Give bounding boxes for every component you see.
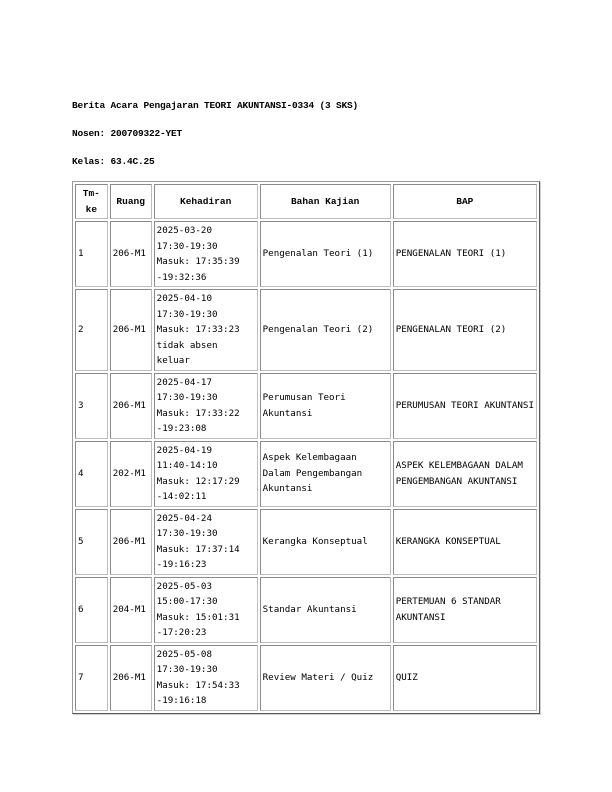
cell-bap: KERANGKA KONSEPTUAL: [393, 509, 537, 575]
cell-kehadiran: [154, 289, 258, 371]
header-ruang: Ruang: [110, 184, 152, 219]
table-row: [75, 509, 537, 575]
cell-kehadiran: [154, 441, 258, 507]
cell-bahan-kajian: Kerangka Konseptual: [260, 509, 391, 575]
cell-bahan-kajian: Standar Akuntansi: [260, 577, 391, 643]
kehadiran-date: 2025-03-20: [156, 225, 212, 236]
header-bap: BAP: [393, 184, 537, 219]
kehadiran-schedule: 17:30-19:30: [156, 392, 218, 403]
kehadiran-schedule: 11:40-14:10: [156, 460, 218, 471]
kehadiran-in: Masuk: 17:37:14: [156, 543, 240, 555]
kehadiran-in: Masuk: 17:33:23: [156, 324, 240, 335]
table-row: [75, 373, 537, 439]
cell-kehadiran: [154, 221, 258, 287]
kehadiran-schedule: 15:00-17:30: [156, 596, 218, 607]
kehadiran-date: 2025-04-17: [156, 376, 212, 388]
header-kehadiran: Kehadiran: [154, 184, 258, 219]
kehadiran-date: 2025-04-19: [156, 444, 212, 456]
document-title: Berita Acara Pengajaran TEORI AKUNTANSI-0334 (3 SKS): [72, 100, 359, 111]
class-code: Kelas: 63.4C.25: [72, 156, 155, 167]
cell-bahan-kajian: Pengenalan Teori (1): [260, 221, 391, 287]
kehadiran-out: -19:16:18: [156, 695, 207, 706]
cell-bap: PERTEMUAN 6 STANDAR AKUNTANSI: [393, 577, 537, 643]
cell-bahan-kajian: Perumusan Teori Akuntansi: [260, 373, 391, 439]
cell-ruang: 202-M1: [110, 441, 152, 507]
cell-tm: 6: [75, 577, 108, 643]
cell-ruang: 206-M1: [110, 221, 152, 287]
cell-bap: ASPEK KELEMBAGAAN DALAM PENGEMBANGAN AKUNTANSI: [393, 441, 537, 507]
cell-ruang: 206-M1: [110, 373, 152, 439]
cell-ruang: 206-M1: [110, 289, 152, 371]
cell-kehadiran: [154, 509, 258, 575]
kehadiran-in: Masuk: 17:54:33: [156, 679, 240, 691]
kehadiran-schedule: 17:30-19:30: [156, 528, 218, 539]
kehadiran-date: 2025-05-08: [156, 648, 212, 660]
cell-kehadiran: [154, 577, 258, 643]
kehadiran-in: Masuk: 15:01:31: [156, 611, 240, 623]
cell-kehadiran: [154, 645, 258, 711]
cell-ruang: 206-M1: [110, 509, 152, 575]
kehadiran-out-2: keluar: [156, 355, 190, 366]
kehadiran-out: tidak absen: [156, 339, 218, 351]
kehadiran-out: -19:32:36: [156, 271, 207, 283]
table-header-row: [75, 184, 537, 219]
cell-tm: 1: [75, 221, 108, 287]
cell-tm: 5: [75, 509, 108, 575]
cell-bahan-kajian: Pengenalan Teori (2): [260, 289, 391, 371]
kehadiran-in: Masuk: 12:17:29: [156, 475, 240, 487]
cell-tm: 3: [75, 373, 108, 439]
lecturer-id: Nosen: 200709322-YET: [72, 128, 183, 139]
cell-tm: 7: [75, 645, 108, 711]
kehadiran-schedule: 17:30-19:30: [156, 664, 218, 675]
cell-bap: PERUMUSAN TEORI AKUNTANSI: [393, 373, 537, 439]
table-row: [75, 441, 537, 507]
kehadiran-date: 2025-04-10: [156, 293, 212, 304]
table-row: [75, 221, 537, 287]
cell-bahan-kajian: Review Materi / Quiz: [260, 645, 391, 711]
kehadiran-schedule: 17:30-19:30: [156, 240, 218, 252]
cell-tm: 4: [75, 441, 108, 507]
attendance-table: [72, 181, 540, 714]
kehadiran-out: -17:20:23: [156, 627, 207, 638]
kehadiran-schedule: 17:30-19:30: [156, 308, 218, 320]
table-row: [75, 645, 537, 711]
header-tm: Tm-ke: [75, 184, 108, 219]
cell-bap: PENGENALAN TEORI (2): [393, 289, 537, 371]
kehadiran-in: Masuk: 17:33:22: [156, 407, 240, 419]
kehadiran-out: -19:16:23: [156, 559, 207, 570]
cell-bap: PENGENALAN TEORI (1): [393, 221, 537, 287]
cell-ruang: 206-M1: [110, 645, 152, 711]
kehadiran-out: -14:02:11: [156, 491, 207, 502]
cell-bap: QUIZ: [393, 645, 537, 711]
cell-bahan-kajian: Aspek Kelembagaan Dalam Pengembangan Akuntansi: [260, 441, 391, 507]
kehadiran-out: -19:23:08: [156, 423, 207, 434]
table-row: [75, 577, 537, 643]
table-body: [75, 221, 537, 711]
cell-tm: 2: [75, 289, 108, 371]
kehadiran-in: Masuk: 17:35:39: [156, 256, 240, 267]
cell-ruang: 204-M1: [110, 577, 152, 643]
header-bahan-kajian: Bahan Kajian: [260, 184, 391, 219]
cell-kehadiran: [154, 373, 258, 439]
table-row: [75, 289, 537, 371]
kehadiran-date: 2025-05-03: [156, 580, 212, 592]
kehadiran-date: 2025-04-24: [156, 512, 212, 524]
